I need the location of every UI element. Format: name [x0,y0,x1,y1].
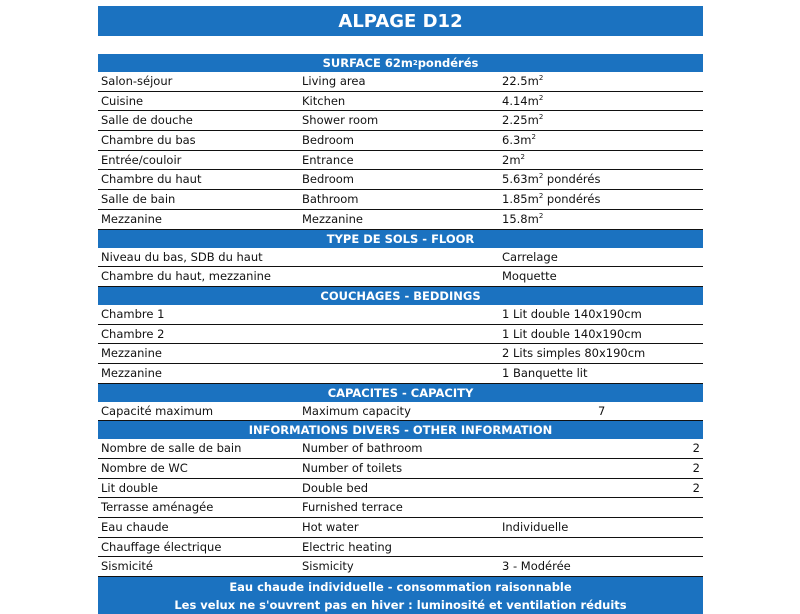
info-row [98,537,703,557]
floor-header: TYPE DE SOLS - FLOOR [98,229,703,248]
room-name-en: Living area [302,74,366,88]
room-name-fr: Salle de douche [101,113,193,128]
info-row [98,556,703,576]
info-row [98,478,703,498]
footer-note-velux: Les velux ne s'ouvrent pas en hiver : luminosité et ventilation réduits [174,597,627,612]
info-label-fr: Chauffage électrique [101,539,222,554]
floor-type: Moquette [502,269,557,284]
room-area [502,210,543,229]
info-value: Individuelle [502,520,569,535]
info-label-en: Number of toilets [302,461,403,475]
surface-row [98,91,703,111]
info-label-fr: Nombre de salle de bain [101,441,242,456]
capacity-row [98,402,703,421]
floor-row [98,248,703,267]
surface-rows [98,72,703,229]
floor-area-name: Niveau du bas, SDB du haut [101,249,263,264]
info-label-fr: Eau chaude [101,520,169,535]
footer-notes [98,576,703,614]
surface-header-prefix: SURFACE 62m [322,56,413,70]
surface-header: SURFACE 62m 2 pondérés [98,54,703,72]
info-label-en: Electric heating [302,539,392,554]
capacity-header: CAPACITES - CAPACITY [98,383,703,402]
floor-type: Carrelage [502,249,558,264]
surface-row [98,209,703,229]
floor-rows [98,248,703,286]
info-row [98,497,703,517]
room-area-unit-sup: 2 [538,172,544,181]
bed-room-name: Chambre 2 [101,326,165,341]
info-value: 3 - Modérée [502,559,571,574]
room-area [502,170,600,189]
room-area [502,190,600,209]
capacity-label-en: Maximum capacity [302,403,411,418]
bed-room-name: Chambre 1 [101,306,165,321]
bed-row [98,324,703,344]
room-name-fr: Salon-séjour [101,74,173,88]
room-name-en: Bedroom [302,172,355,187]
room-name-fr: Mezzanine [101,211,162,226]
bed-description: 1 Banquette lit [502,365,588,380]
info-count: 2 [692,480,700,495]
info-label-fr: Nombre de WC [101,461,188,475]
bed-row [98,343,703,363]
room-area-value: 6.3m [502,133,532,148]
info-row [98,439,703,458]
room-name-en: Mezzanine [302,211,363,226]
room-area-qualifier: pondérés [543,192,601,207]
room-name-en: Shower room [302,113,379,128]
surface-row [98,169,703,189]
room-name-fr: Entrée/couloir [101,152,182,167]
beds-rows [98,305,703,383]
room-name-fr: Salle de bain [101,192,176,207]
room-area [502,72,543,91]
floor-area-name: Chambre du haut, mezzanine [101,269,272,284]
info-row [98,458,703,478]
room-name-en: Entrance [302,152,354,167]
surface-row [98,110,703,130]
room-area [502,131,536,150]
info-label-en: Sismicity [302,559,354,574]
surface-row [98,150,703,170]
info-rows [98,439,703,576]
room-area-value: 15.8m [502,211,539,226]
room-area-unit-sup: 2 [520,152,525,161]
room-area-value: 2m [502,152,521,167]
room-area-value: 22.5m [502,74,539,88]
room-area-qualifier: pondérés [543,172,601,187]
room-area-unit-sup: 2 [538,113,544,122]
info-sheet [98,6,703,614]
surface-header-suffix: pondérés [417,56,479,70]
room-area-unit-sup: 2 [538,93,544,102]
surface-row [98,130,703,150]
info-row [98,517,703,537]
bed-row [98,363,703,383]
bed-description: 2 Lits simples 80x190cm [502,346,646,361]
capacity-value: 7 [598,403,606,418]
surface-row [98,189,703,209]
room-area [502,92,543,111]
info-label-fr: Lit double [101,480,158,495]
room-area-unit-sup: 2 [531,133,536,142]
room-name-fr: Cuisine [101,93,144,108]
room-name-en: Kitchen [302,93,346,108]
room-area-value: 4.14m [502,93,539,108]
bed-description: 1 Lit double 140x190cm [502,326,642,341]
info-label-en: Double bed [302,480,369,495]
page-title: ALPAGE D12 [98,6,703,36]
floor-row [98,266,703,286]
room-area-value: 1.85m [502,192,539,207]
room-name-en: Bathroom [302,192,359,207]
beds-header: COUCHAGES - BEDDINGS [98,286,703,305]
bed-description: 1 Lit double 140x190cm [502,306,642,321]
room-area [502,151,525,170]
info-count: 2 [692,461,700,475]
info-label-en: Number of bathroom [302,441,423,456]
room-name-fr: Chambre du haut [101,172,202,187]
room-area-value: 2.25m [502,113,539,128]
info-label-en: Furnished terrace [302,500,403,515]
bed-room-name: Mezzanine [101,346,162,361]
room-area-value: 5.63m [502,172,539,187]
surface-row [98,72,703,91]
room-name-fr: Chambre du bas [101,133,196,148]
info-label-fr: Terrasse aménagée [101,500,214,515]
footer-note-hot-water: Eau chaude individuelle - consommation raisonnable [229,579,572,594]
room-area-unit-sup: 2 [538,192,544,201]
info-label-en: Hot water [302,520,359,535]
info-label-fr: Sismicité [101,559,153,574]
room-area-unit-sup: 2 [538,74,544,83]
info-count: 2 [692,441,700,456]
room-area-unit-sup: 2 [538,211,544,220]
room-name-en: Bedroom [302,133,355,148]
info-header: INFORMATIONS DIVERS - OTHER INFORMATION [98,420,703,439]
capacity-label-fr: Capacité maximum [101,403,214,418]
room-area [502,111,543,130]
bed-room-name: Mezzanine [101,365,162,380]
bed-row [98,305,703,324]
